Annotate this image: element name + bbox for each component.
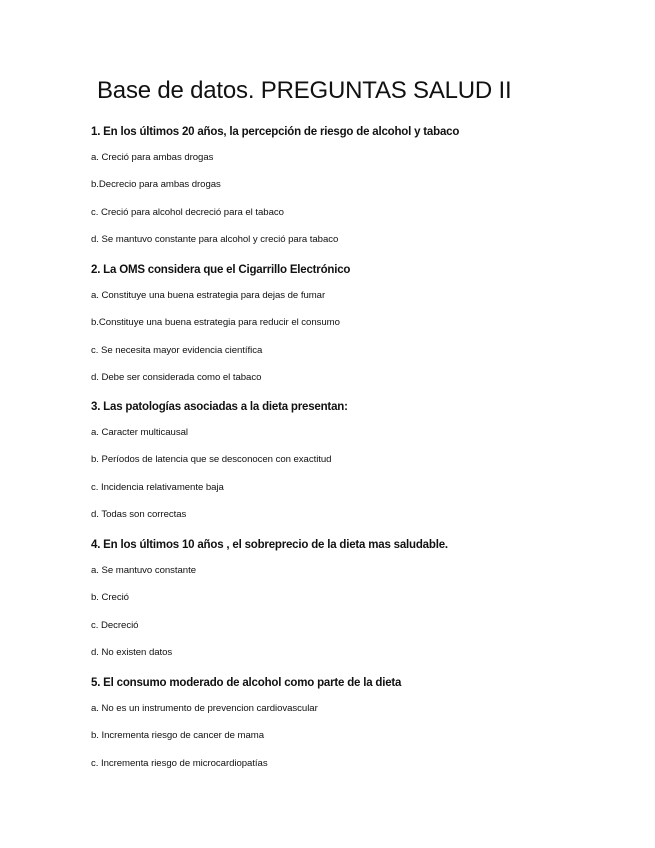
answer-option: d. Todas son correctas — [91, 509, 187, 521]
answer-option: b.Decrecio para ambas drogas — [91, 179, 221, 191]
answer-option: c. Incidencia relativamente baja — [91, 481, 224, 493]
answer-option: a. Constituye una buena estrategia para dejas de fumar — [91, 290, 326, 301]
answer-option: c. Incrementa riesgo de microcardiopatías — [91, 757, 268, 769]
answer-option: d. No existen datos — [91, 647, 173, 659]
question-text: 2. La OMS considera que el Cigarrillo Electrónico — [91, 264, 351, 276]
answer-option: c. Creció para alcohol decreció para el tabaco — [91, 206, 284, 218]
answer-option: d. Debe ser considerada como el tabaco — [91, 372, 262, 384]
answer-option: a. No es un instrumento de prevencion cardiovascular — [91, 703, 318, 714]
question-2 — [91, 262, 611, 399]
question-text: 4. En los últimos 10 años , el sobreprecio de la dieta mas saludable. — [91, 539, 448, 551]
answer-option: b.Constituye una buena estrategia para reducir el consumo — [91, 317, 340, 329]
answer-option: a. Caracter multicausal — [91, 427, 188, 438]
answer-option: b. Creció — [91, 592, 129, 604]
answer-option: b. Incrementa riesgo de cancer de mama — [91, 730, 265, 742]
answer-option: d. Se mantuvo constante para alcohol y creció para tabaco — [91, 234, 339, 246]
question-4 — [91, 537, 611, 674]
question-3 — [91, 399, 611, 536]
question-text: 3. Las patologías asociadas a la dieta presentan: — [91, 401, 348, 413]
answer-option: c. Decreció — [91, 619, 139, 631]
question-1 — [91, 124, 611, 261]
answer-option: b. Períodos de latencia que se desconocen con exactitud — [91, 454, 332, 466]
question-text: 1. En los últimos 20 años, la percepción de riesgo de alcohol y tabaco — [91, 126, 460, 138]
answer-option: c. Se necesita mayor evidencia científica — [91, 344, 263, 356]
document-title: Base de datos. PREGUNTAS SALUD II — [97, 77, 512, 104]
question-5 — [91, 675, 611, 784]
answer-option: a. Se mantuvo constante — [91, 565, 196, 576]
question-text: 5. El consumo moderado de alcohol como parte de la dieta — [91, 677, 402, 689]
answer-option: a. Creció para ambas drogas — [91, 152, 214, 163]
